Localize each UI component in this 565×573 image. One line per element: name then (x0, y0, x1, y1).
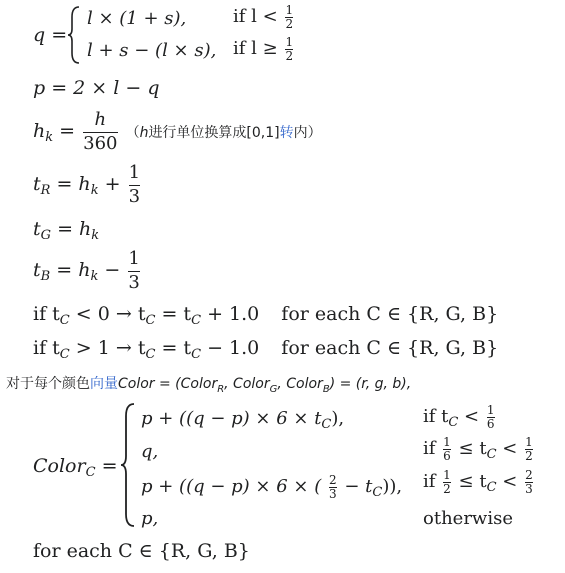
q-lhs: q = (33, 24, 68, 46)
colorC-lhs: Color$_C$ = (33, 455, 118, 480)
tB-formula: $t_B = h_k$ − $\frac{1}{3}$ (33, 248, 140, 293)
colorC-case4-cond: otherwise (423, 508, 513, 529)
colorC-case3-cond: if $\frac{1}{2}$ ≤ $t_C$ < $\frac{2}{3}$ (423, 468, 533, 496)
colorC-brace (120, 402, 136, 528)
cond-line-1: if $t_C < 0 \to t_C = t_C + 1.0$ for each C ∈ {R, G, B} (33, 303, 499, 328)
hk-note-link[interactable]: 转 (279, 125, 294, 142)
colorC-case4: p, (141, 508, 159, 529)
color-vector-prose: 对于每个颜色向量Color = (Color$_R$, Color$_G$, Color$_B$) = (r, g, b), (6, 376, 412, 395)
q-case1: l × (1 + s), (87, 8, 187, 29)
hk-formula: $h_k$ = $\frac{h}{360}$ （h进行单位换算成[0,1]转内） (33, 109, 322, 154)
colorC-case3: p + ((q − p) × 6 × ( $\frac{2}{3}$ − $t_C$)), (141, 473, 403, 501)
hk-note: （h进行单位换算成[0,1]转内） (125, 125, 322, 142)
q-case1-cond: if l < $\frac{1}{2}$ (233, 3, 294, 31)
tR-formula: $t_R = h_k$ + $\frac{1}{3}$ (33, 162, 141, 207)
colorC-case2: q, (141, 441, 159, 462)
final-for-each: for each C ∈ {R, G, B} (33, 540, 250, 562)
colorC-case1-cond: if $t_C$ < $\frac{1}{6}$ (423, 403, 495, 431)
p-formula: p = 2 × l − q (33, 77, 160, 99)
q-formula (33, 24, 67, 46)
tG-formula: $t_G = h_k$ (33, 218, 100, 243)
vector-link[interactable]: 向量 (90, 376, 118, 392)
colorC-case1: $p + ((q - p) \times 6 \times t_C)$, (141, 408, 345, 432)
q-case2: l + s − (l × s), (87, 40, 217, 61)
colorC-case2-cond: if $\frac{1}{6}$ ≤ $t_C$ < $\frac{1}{2}$ (423, 435, 533, 463)
q-case2-cond: if l ≥ $\frac{1}{2}$ (233, 35, 294, 63)
q-brace (67, 5, 81, 65)
cond-line-2: if $t_C > 1 \to t_C = t_C - 1.0$ for each C ∈ {R, G, B} (33, 337, 499, 362)
